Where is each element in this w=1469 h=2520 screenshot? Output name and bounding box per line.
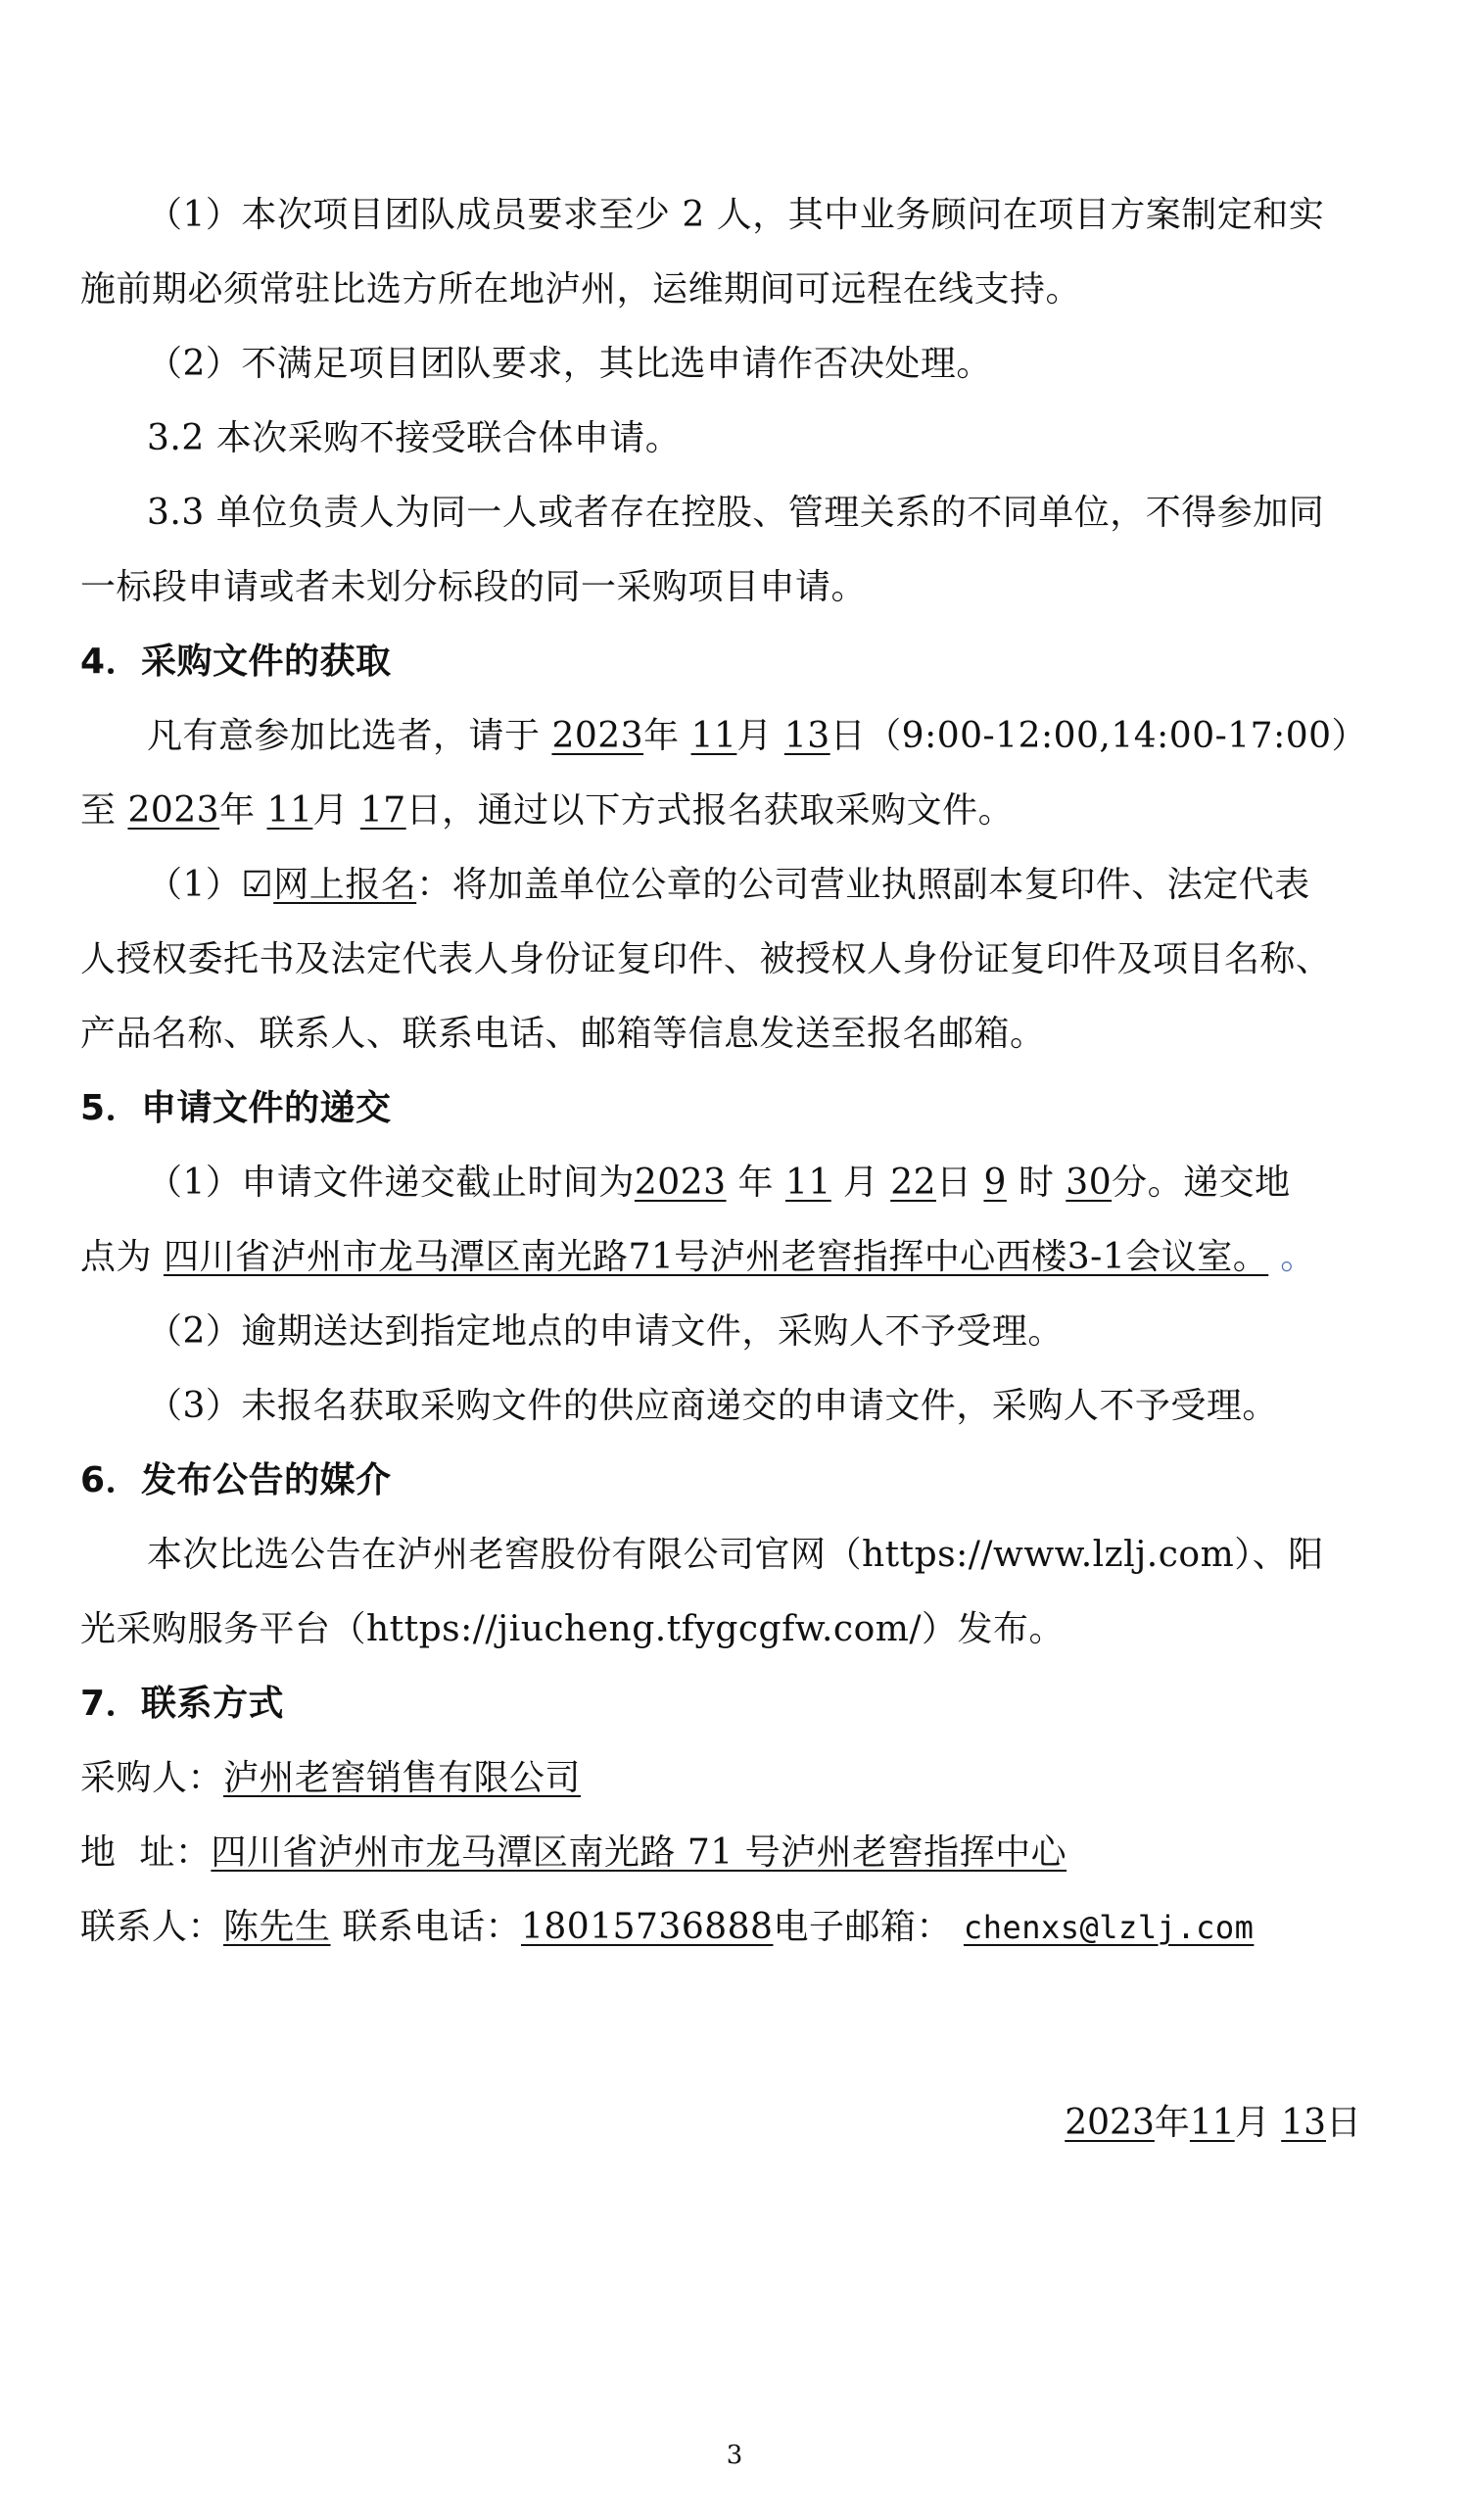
- para-6-media: 本次比选公告在泸州老窖股份有限公司官网（https://www.lzlj.com）、阳: [147, 1535, 1324, 1575]
- deadline-year: 2023: [634, 1163, 727, 1203]
- para-5-unregistered: （3）未报名获取采购文件的供应商递交的申请文件，采购人不予受理。: [147, 1386, 1278, 1426]
- contact-buyer-row: 采购人：泸州老窖销售有限公司: [80, 1758, 582, 1798]
- page-number: 3: [726, 2441, 743, 2470]
- contact-person-row: 联系人：陈先生 联系电话：18015736888电子邮箱： chenxs@lzlj.com: [80, 1907, 1255, 1947]
- deadline-month: 11: [784, 1163, 831, 1203]
- deadline-minute: 30: [1066, 1163, 1113, 1203]
- start-day: 13: [783, 716, 830, 756]
- start-year: 2023: [551, 716, 644, 756]
- para-4-dates: 凡有意参加比选者，请于 2023年 11月 13日（9:00-12:00,14:00-17:00）: [147, 716, 1368, 756]
- online-registration-label: 网上报名: [273, 865, 417, 905]
- para-3-3-cont: 一标段申请或者未划分标段的同一采购项目申请。: [80, 567, 868, 607]
- contact-phone: 18015736888: [521, 1907, 774, 1947]
- para-5-deadline: （1）申请文件递交截止时间为2023 年 11 月 22日 9 时 30分。递交地: [147, 1163, 1291, 1203]
- para-4-online-reg-cont1: 人授权委托书及法定代表人身份证复印件、被授权人身份证复印件及项目名称、: [80, 939, 1332, 979]
- end-day: 17: [359, 790, 406, 831]
- para-team-1: （1）本次项目团队成员要求至少 2 人，其中业务顾问在项目方案制定和实: [147, 195, 1325, 235]
- buyer-name: 泸州老窖销售有限公司: [223, 1758, 582, 1798]
- para-4-online-reg: （1）☑网上报名：将加盖单位公章的公司营业执照副本复印件、法定代表: [147, 862, 1459, 909]
- para-6-media-cont: 光采购服务平台（https://jiucheng.tfygcgfw.com/）发布。: [80, 1609, 1066, 1649]
- contact-person: 陈先生: [223, 1907, 331, 1947]
- buyer-address: 四川省泸州市龙马潭区南光路 71 号泸州老窖指挥中心: [211, 1832, 1067, 1873]
- contact-email: chenxs@lzlj.com: [963, 1909, 1255, 1946]
- para-4-dates-cont: 至 2023年 11月 17日，通过以下方式报名获取采购文件。: [80, 790, 1015, 831]
- signature-date: 2023年11月 13日: [1065, 2103, 1361, 2143]
- para-5-late: （2）逾期送达到指定地点的申请文件，采购人不予受理。: [147, 1311, 1064, 1352]
- para-4-online-reg-cont2: 产品名称、联系人、联系电话、邮箱等信息发送至报名邮箱。: [80, 1014, 1046, 1054]
- start-month: 11: [690, 716, 737, 756]
- deadline-day: 22: [890, 1163, 936, 1203]
- para-3-3: 3.3 单位负责人为同一人或者存在控股、管理关系的不同单位，不得参加同: [147, 493, 1325, 533]
- para-team-2: （2）不满足项目团队要求，其比选申请作否决处理。: [147, 344, 992, 384]
- heading-section-5: 5．申请文件的递交: [80, 1088, 392, 1128]
- heading-section-4: 4．采购文件的获取: [80, 642, 392, 682]
- heading-section-6: 6．发布公告的媒介: [80, 1460, 392, 1500]
- checkbox-checked-icon: ☑: [241, 865, 274, 905]
- contact-address-row: 地 址：四川省泸州市龙马潭区南光路 71 号泸州老窖指挥中心: [80, 1832, 1067, 1873]
- heading-section-7: 7．联系方式: [80, 1684, 285, 1724]
- end-month: 11: [266, 790, 313, 831]
- para-5-location: 点为 四川省泸州市龙马潭区南光路71号泸州老窖指挥中心西楼3-1会议室。 。: [80, 1237, 1316, 1277]
- para-team-1-cont: 施前期必须常驻比选方所在地泸州，运维期间可远程在线支持。: [80, 269, 1082, 309]
- para-3-2: 3.2 本次采购不接受联合体申请。: [147, 418, 682, 458]
- submission-location: 四川省泸州市龙马潭区南光路71号泸州老窖指挥中心西楼3-1会议室。: [163, 1237, 1269, 1277]
- deadline-hour: 9: [983, 1163, 1007, 1203]
- end-year: 2023: [127, 790, 220, 831]
